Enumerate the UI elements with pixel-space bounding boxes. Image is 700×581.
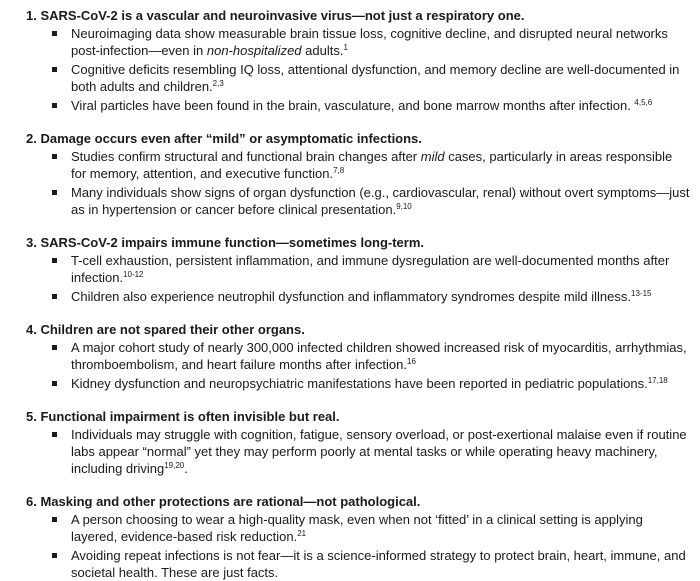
list-item bbox=[26, 288, 690, 305]
list-item bbox=[26, 252, 690, 286]
citation-superscript: 17,18 bbox=[647, 376, 668, 385]
list-item bbox=[26, 375, 690, 392]
citation-superscript: 2,3 bbox=[212, 79, 224, 88]
square-bullet-icon bbox=[52, 154, 57, 159]
list-item bbox=[26, 97, 690, 114]
list-item bbox=[26, 511, 690, 545]
square-bullet-icon bbox=[52, 553, 57, 558]
square-bullet-icon bbox=[52, 381, 57, 386]
body-text: Individuals may struggle with cognition, fatigue, sensory overload, or post-exertional malaise even if routine labs appear “normal” yet they may perform poorly at mental tasks or while operating heavy machinery, including driving bbox=[71, 427, 687, 476]
square-bullet-icon bbox=[52, 294, 57, 299]
body-text: Cognitive deficits resembling IQ loss, attentional dysfunction, and memory decline are well-documented in both adults and children. bbox=[71, 62, 680, 94]
citation-superscript: 21 bbox=[297, 529, 307, 538]
emphasis-text: non-hospitalized bbox=[206, 43, 302, 58]
bullet-list bbox=[26, 25, 690, 114]
citation-superscript: 10-12 bbox=[123, 270, 144, 279]
section-2 bbox=[26, 130, 690, 218]
square-bullet-icon bbox=[52, 517, 57, 522]
list-item bbox=[26, 25, 690, 59]
body-text: Many individuals show signs of organ dysfunction (e.g., cardiovascular, renal) without overt symptoms—just as in hypertension or cancer before clinical presentation. bbox=[71, 185, 690, 217]
list-item bbox=[26, 61, 690, 95]
section-heading: 2. Damage occurs even after “mild” or asymptomatic infections. bbox=[26, 131, 422, 146]
citation-superscript: 9,10 bbox=[396, 202, 412, 211]
emphasis-text: mild bbox=[420, 149, 445, 164]
bullet-list bbox=[26, 252, 690, 305]
list-item bbox=[26, 339, 690, 373]
body-text: cases, particularly in areas responsible for memory, attention, and executive function. bbox=[71, 149, 673, 181]
citation-superscript: 7,8 bbox=[333, 166, 345, 175]
section-3 bbox=[26, 234, 690, 305]
square-bullet-icon bbox=[52, 190, 57, 195]
citation-superscript: 4,5,6 bbox=[634, 98, 653, 107]
citation-superscript: 19,20 bbox=[164, 461, 185, 470]
body-text: T-cell exhaustion, persistent inflammation, and immune dysregulation are well-documented months after infection. bbox=[71, 253, 670, 285]
body-text: . bbox=[184, 461, 188, 476]
square-bullet-icon bbox=[52, 103, 57, 108]
square-bullet-icon bbox=[52, 31, 57, 36]
section-heading: 3. SARS-CoV-2 impairs immune function—sometimes long-term. bbox=[26, 235, 425, 250]
square-bullet-icon bbox=[52, 345, 57, 350]
list-item bbox=[26, 148, 690, 182]
bullet-list bbox=[26, 148, 690, 218]
body-text: A person choosing to wear a high-quality mask, even when not ‘fitted’ in a clinical setting is applying layered, evidence-based risk reduction. bbox=[71, 512, 643, 544]
square-bullet-icon bbox=[52, 258, 57, 263]
body-text: Viral particles have been found in the brain, vasculature, and bone marrow months after infection. bbox=[71, 98, 635, 113]
section-heading: 5. Functional impairment is often invisible but real. bbox=[26, 409, 340, 424]
citation-superscript: 16 bbox=[407, 357, 416, 366]
square-bullet-icon bbox=[52, 432, 57, 437]
citation-superscript: 13-15 bbox=[631, 289, 652, 298]
square-bullet-icon bbox=[52, 67, 57, 72]
body-text: Neuroimaging data show measurable brain tissue loss, cognitive decline, and disrupted neural networks post-infection—even in bbox=[71, 26, 668, 58]
body-text: Avoiding repeat infections is not fear—it is a science-informed strategy to protect brain, heart, immune, and societal health. These are just facts. bbox=[71, 548, 686, 580]
section-4 bbox=[26, 321, 690, 392]
body-text: A major cohort study of nearly 300,000 infected children showed increased risk of myocarditis, arrhythmias, thromboembolism, and heart failure months after infection. bbox=[71, 340, 687, 372]
section-6 bbox=[26, 493, 690, 581]
body-text: Kidney dysfunction and neuropsychiatric manifestations have been reported in pediatric populations. bbox=[71, 376, 648, 391]
body-text: adults. bbox=[301, 43, 344, 58]
body-text: Studies confirm structural and functional brain changes after bbox=[71, 149, 421, 164]
section-heading: 4. Children are not spared their other organs. bbox=[26, 322, 305, 337]
list-item bbox=[26, 184, 690, 218]
bullet-list bbox=[26, 339, 690, 392]
section-heading: 6. Masking and other protections are rational—not pathological. bbox=[26, 494, 421, 509]
bullet-list bbox=[26, 426, 690, 477]
bullet-list bbox=[26, 511, 690, 581]
citation-superscript: 1 bbox=[343, 43, 348, 52]
section-5 bbox=[26, 408, 690, 477]
section-1 bbox=[26, 7, 690, 114]
section-heading: 1. SARS-CoV-2 is a vascular and neuroinvasive virus—not just a respiratory one. bbox=[26, 8, 525, 23]
list-item bbox=[26, 547, 690, 581]
list-item bbox=[26, 426, 690, 477]
body-text: Children also experience neutrophil dysfunction and inflammatory syndromes despite mild illness. bbox=[71, 289, 632, 304]
